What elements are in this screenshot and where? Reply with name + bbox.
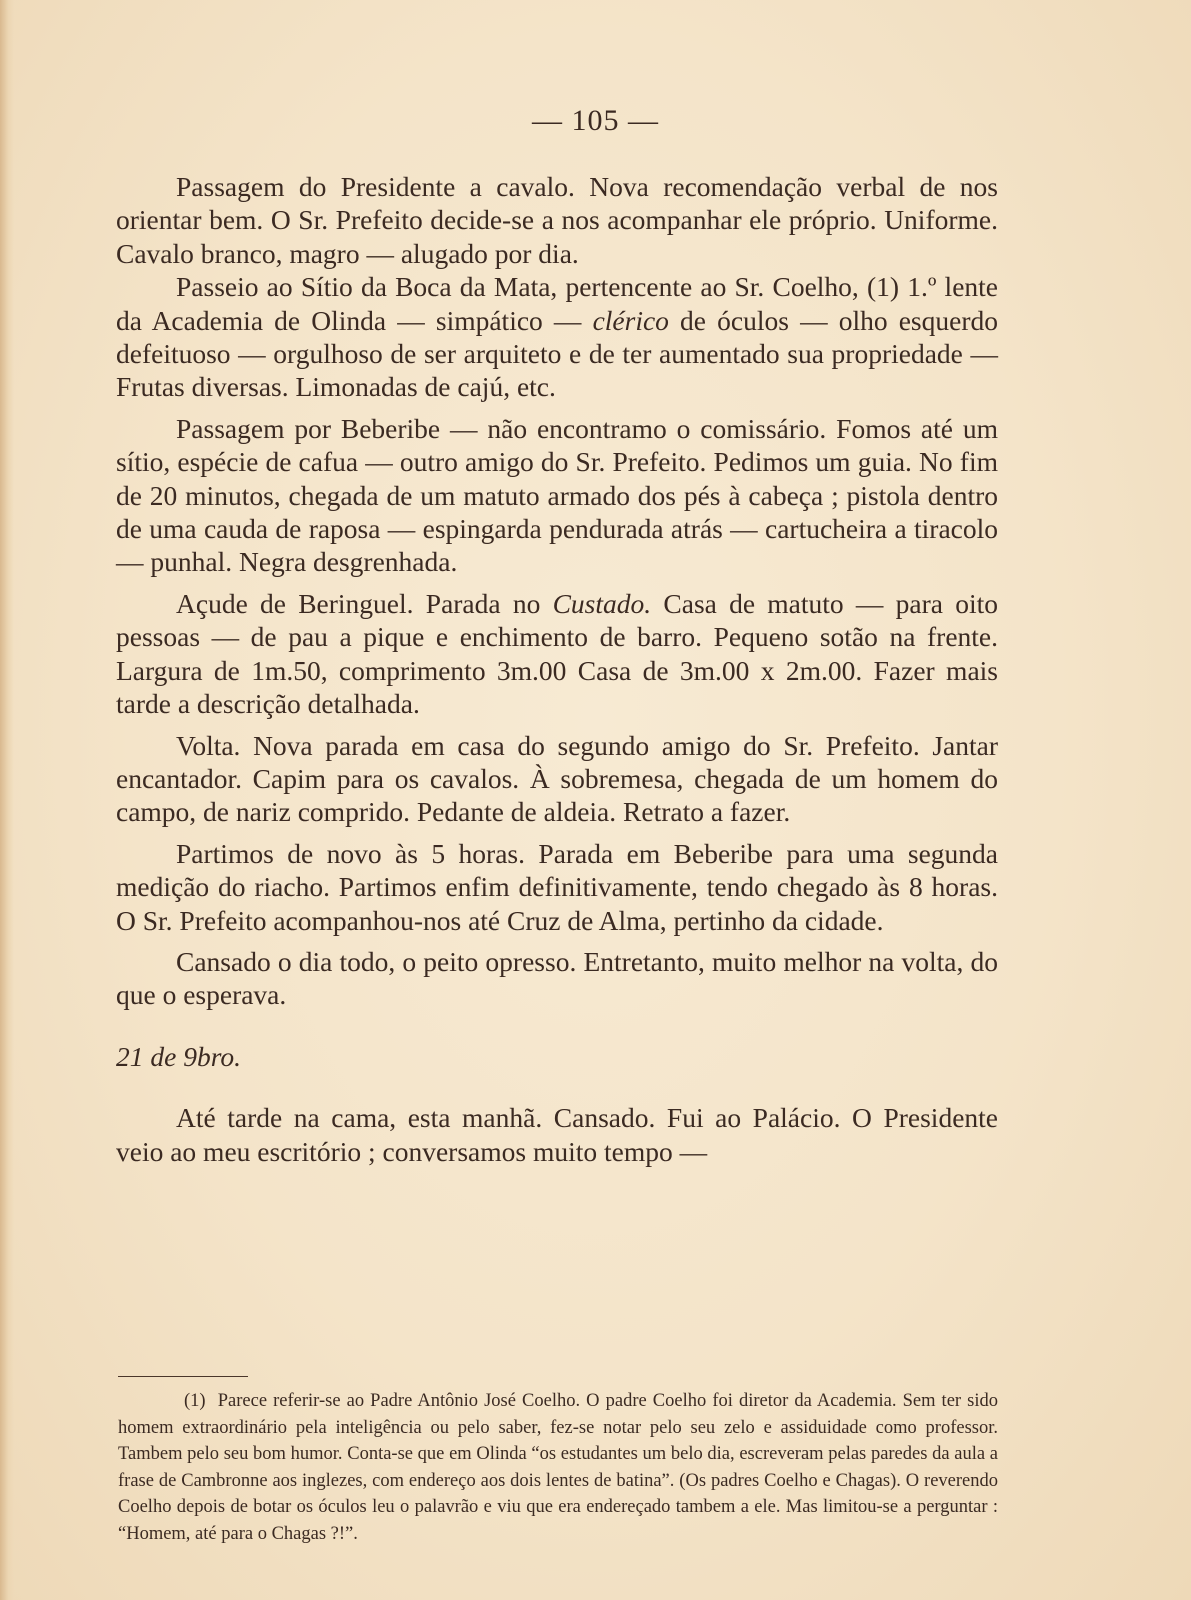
paragraph-2-text-b: de óculos — olho esquerdo defeituoso — orgulhoso de ser arquiteto e de ter aumentado sua propriedade — Frutas diversas. Limonadas de cajú, etc.: [116, 304, 998, 403]
paragraph-2-text-a: Passeio ao Sítio da Boca da Mata, pertencente ao Sr. Coelho, (1) 1.º lente da Academia de Olinda — simpático —: [116, 271, 998, 336]
page-number: — 105 —: [532, 104, 659, 137]
paragraph-5: Volta. Nova parada em casa do segundo amigo do Sr. Prefeito. Jantar encantador. Capim para os cavalos. À sobremesa, chegada de um homem do campo, de nariz comprido. Pedante de aldeia. Retrato a fazer.: [116, 729, 998, 828]
footnote-text: Parece referir-se ao Padre Antônio José Coelho. O padre Coelho foi diretor da Academia. Sem ter sido homem extraordinário pela inteligência ou pelo saber, fez-se notar pelo seu zelo e assiduidade como professor. Tambem pelo seu bom humor. Conta-se que em Olinda “os estudantes um belo dia, escreveram pelas paredes da aula a frase de Cambronne aos inglezes, com endereço aos dois lentes de batina”. (Os padres Coelho e Chagas). O reverendo Coelho depois de botar os óculos leu o palavrão e viu que era endereçado tambem a ele. Mas limitou-se a perguntar : “Homem, até para o Chagas ?!”.: [118, 1391, 998, 1544]
italic-word-clerico: clérico: [592, 304, 669, 336]
paragraph-8: Até tarde na cama, esta manhã. Cansado. Fui ao Palácio. O Presidente veio ao meu escritório ; conversamos muito tempo —: [116, 1102, 998, 1167]
footnote: [118, 1388, 998, 1547]
paragraph-4: [116, 587, 998, 721]
paragraph-6: Partimos de novo às 5 horas. Parada em Beberibe para uma segunda medição do riacho. Partimos enfim definitivamente, tendo chegado às 8 horas. O Sr. Prefeito acompanhou-nos até Cruz de Alma, pertinho da cidade.: [116, 837, 998, 936]
paragraph-2: [116, 270, 998, 404]
paragraph-4-text-b: Casa de matuto — para oito pessoas — de pau a pique e enchimento de barro. Pequeno sotão na frente. Largura de 1m.50, comprimento 3m.00 Casa de 3m.00 x 2m.00. Fazer mais tarde a descrição detalhada.: [116, 587, 999, 720]
italic-word-custado: Custado.: [552, 587, 652, 619]
footnote-marker: (1): [184, 1391, 206, 1411]
footnote-divider: [118, 1376, 248, 1377]
page-binding-edge: [0, 0, 14, 1600]
paragraph-1: Passagem do Presidente a cavalo. Nova recomendação verbal de nos orientar bem. O Sr. Prefeito decide-se a nos acompanhar ele próprio. Uniforme. Cavalo branco, magro — alugado por dia.: [116, 171, 998, 269]
paragraph-4-text-a: Açude de Beringuel. Parada no: [176, 587, 553, 619]
paragraph-3: Passagem por Beberibe — não encontramo o comissário. Fomos até um sítio, espécie de cafua — outro amigo do Sr. Prefeito. Pedimos um guia. No fim de 20 minutos, chegada de um matuto armado dos pés à cabeça ; pistola dentro de uma cauda de raposa — espingarda pendurada atrás — cartucheira a tiracolo — punhal. Negra desgrenhada.: [116, 412, 998, 578]
paragraph-7: Cansado o dia todo, o peito opresso. Entretanto, muito melhor na volta, do que o esperava.: [116, 945, 998, 1011]
footnote-paragraph: [118, 1388, 998, 1547]
body-text: [116, 170, 998, 1168]
diary-date-heading: 21 de 9bro.: [116, 1040, 242, 1072]
